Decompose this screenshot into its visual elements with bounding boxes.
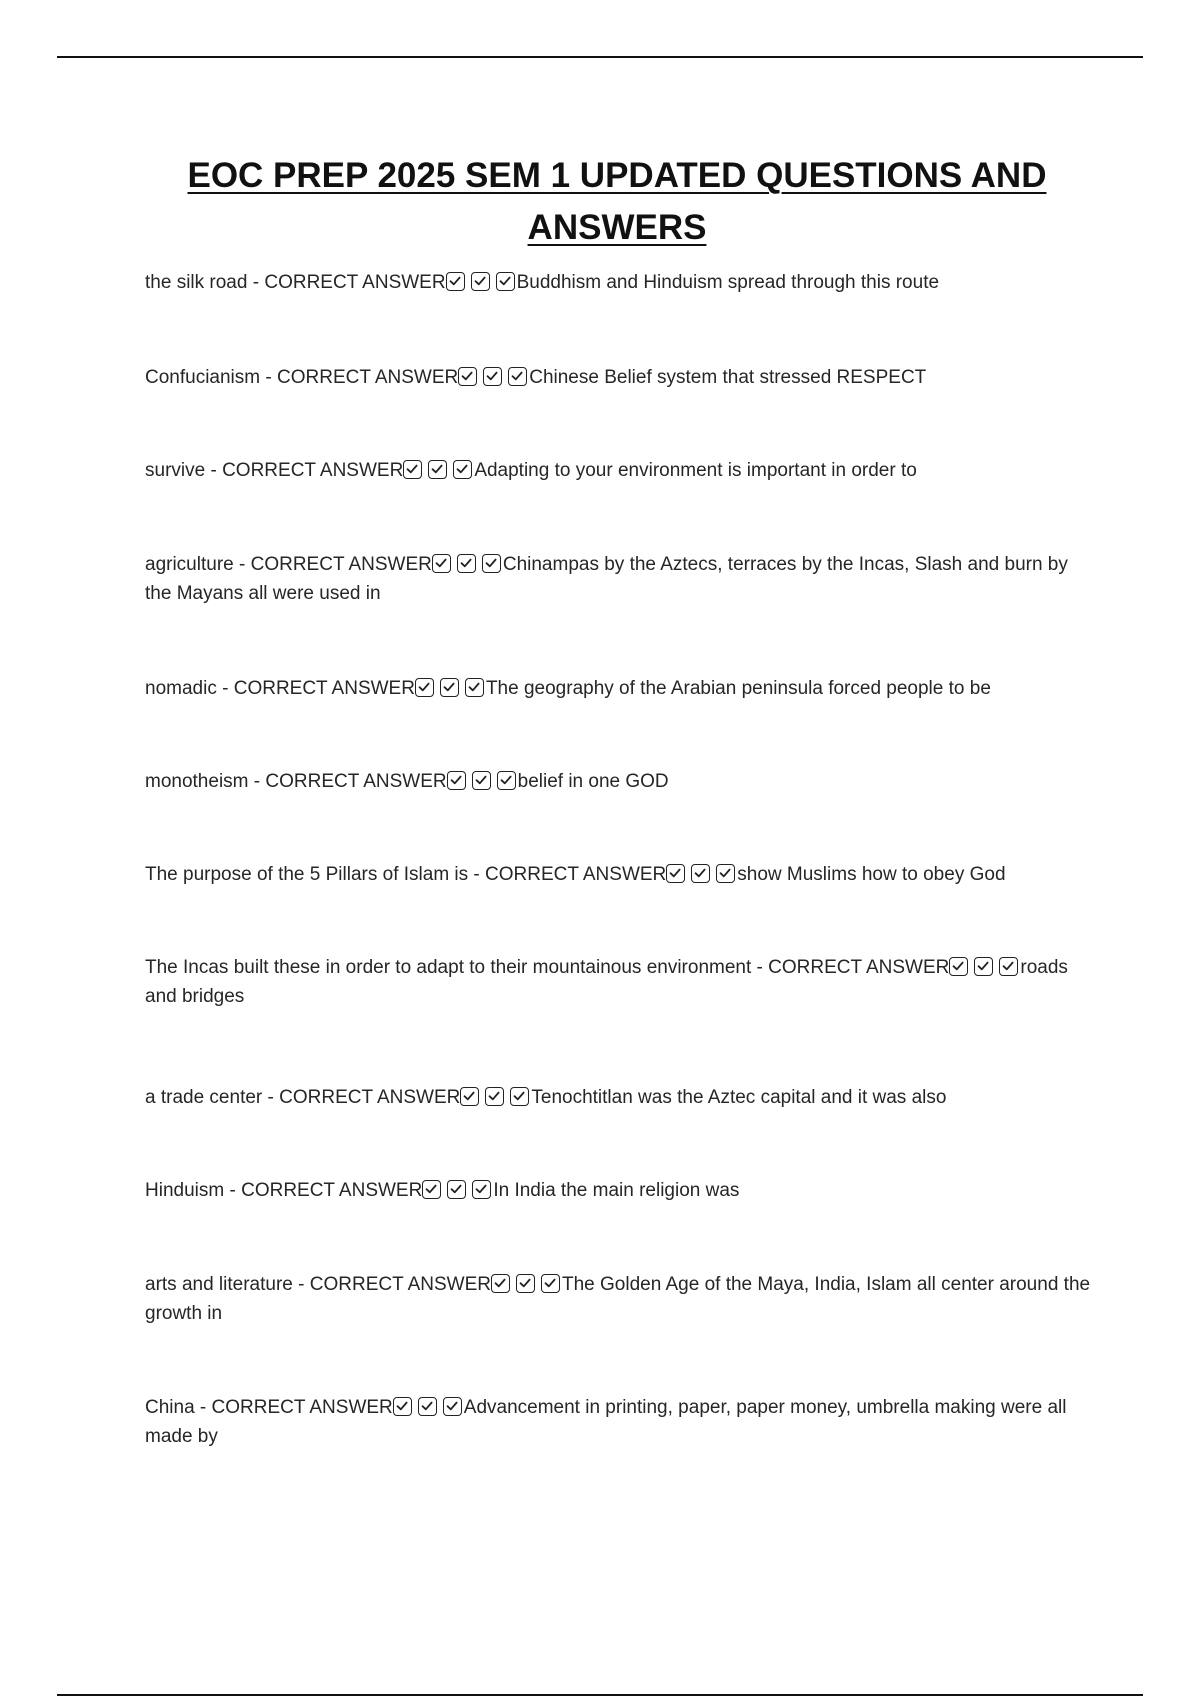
qa-item bbox=[145, 953, 1095, 1011]
checkbox-checked-icon bbox=[458, 367, 477, 386]
qa-answer-marker: CORRECT ANSWER bbox=[241, 1180, 423, 1201]
qa-definition: The geography of the Arabian peninsula forced people to be bbox=[485, 678, 991, 699]
check-group bbox=[666, 860, 737, 889]
checkbox-checked-icon bbox=[443, 1397, 462, 1416]
checkbox-checked-icon bbox=[510, 1087, 529, 1106]
qa-definition: roads and bridges bbox=[145, 957, 1068, 1007]
qa-separator: - bbox=[233, 554, 251, 575]
qa-term: survive bbox=[145, 460, 206, 481]
qa-answer-marker: CORRECT ANSWER bbox=[233, 678, 415, 699]
check-group bbox=[403, 456, 474, 485]
checkbox-checked-icon bbox=[691, 864, 710, 883]
checkbox-checked-icon bbox=[491, 1274, 510, 1293]
qa-term: The purpose of the 5 Pillars of Islam is bbox=[145, 864, 469, 885]
page-title: EOC PREP 2025 SEM 1 UPDATED QUESTIONS AND ANSWERS bbox=[187, 156, 1047, 247]
checkbox-checked-icon bbox=[497, 771, 516, 790]
qa-separator: - bbox=[216, 678, 234, 699]
check-group bbox=[432, 550, 503, 579]
qa-definition: Advancement in printing, paper, paper money, umbrella making were all made by bbox=[145, 1397, 1067, 1447]
qa-separator: - bbox=[751, 957, 769, 978]
qa-term: agriculture bbox=[145, 554, 234, 575]
check-group bbox=[460, 1083, 531, 1112]
qa-answer-marker: CORRECT ANSWER bbox=[309, 1274, 491, 1295]
qa-definition: Chinampas by the Aztecs, terraces by the Incas, Slash and burn by the Mayans all were used in bbox=[145, 554, 1068, 604]
check-group bbox=[393, 1393, 464, 1422]
checkbox-checked-icon bbox=[440, 678, 459, 697]
checkbox-checked-icon bbox=[403, 460, 422, 479]
bottom-rule bbox=[57, 1694, 1143, 1696]
checkbox-checked-icon bbox=[415, 678, 434, 697]
qa-answer-marker: CORRECT ANSWER bbox=[279, 1087, 461, 1108]
checkbox-checked-icon bbox=[472, 1180, 491, 1199]
checkbox-checked-icon bbox=[428, 460, 447, 479]
qa-separator: - bbox=[247, 272, 265, 293]
qa-separator: - bbox=[205, 460, 223, 481]
qa-answer-marker: CORRECT ANSWER bbox=[265, 771, 447, 792]
qa-item bbox=[145, 767, 1095, 796]
qa-answer-marker: CORRECT ANSWER bbox=[485, 864, 667, 885]
qa-definition: belief in one GOD bbox=[517, 771, 669, 792]
check-group bbox=[491, 1270, 562, 1299]
qa-definition: The Golden Age of the Maya, India, Islam all center around the growth in bbox=[145, 1274, 1091, 1324]
checkbox-checked-icon bbox=[949, 957, 968, 976]
qa-separator: - bbox=[468, 864, 486, 885]
qa-term: Hinduism bbox=[145, 1180, 225, 1201]
qa-item bbox=[145, 550, 1095, 608]
qa-item bbox=[145, 674, 1095, 703]
checkbox-checked-icon bbox=[496, 272, 515, 291]
qa-separator: - bbox=[260, 367, 277, 388]
qa-item bbox=[145, 268, 1095, 297]
checkbox-checked-icon bbox=[999, 957, 1018, 976]
checkbox-checked-icon bbox=[471, 272, 490, 291]
qa-separator: - bbox=[194, 1397, 212, 1418]
qa-separator: - bbox=[248, 771, 266, 792]
qa-item bbox=[145, 1393, 1095, 1451]
checkbox-checked-icon bbox=[716, 864, 735, 883]
check-group bbox=[447, 767, 518, 796]
checkbox-checked-icon bbox=[447, 771, 466, 790]
checkbox-checked-icon bbox=[393, 1397, 412, 1416]
qa-definition: show Muslims how to obey God bbox=[737, 864, 1006, 885]
checkbox-checked-icon bbox=[508, 367, 527, 386]
qa-separator: - bbox=[224, 1180, 242, 1201]
qa-definition: Buddhism and Hinduism spread through this route bbox=[516, 272, 940, 293]
checkbox-checked-icon bbox=[472, 771, 491, 790]
checkbox-checked-icon bbox=[432, 554, 451, 573]
qa-term: the silk road bbox=[145, 272, 248, 293]
checkbox-checked-icon bbox=[446, 272, 465, 291]
qa-definition: Adapting to your environment is important in order to bbox=[474, 460, 917, 481]
qa-item bbox=[145, 1083, 1095, 1112]
qa-answer-marker: CORRECT ANSWER bbox=[264, 272, 446, 293]
checkbox-checked-icon bbox=[482, 554, 501, 573]
qa-separator: - bbox=[292, 1274, 310, 1295]
checkbox-checked-icon bbox=[447, 1180, 466, 1199]
checkbox-checked-icon bbox=[516, 1274, 535, 1293]
checkbox-checked-icon bbox=[483, 367, 502, 386]
checkbox-checked-icon bbox=[457, 554, 476, 573]
qa-term: arts and literature bbox=[145, 1274, 293, 1295]
checkbox-checked-icon bbox=[418, 1397, 437, 1416]
check-group bbox=[422, 1176, 493, 1205]
qa-answer-marker: CORRECT ANSWER bbox=[211, 1397, 393, 1418]
qa-item bbox=[145, 456, 1095, 485]
checkbox-checked-icon bbox=[485, 1087, 504, 1106]
qa-answer-marker: CORRECT ANSWER bbox=[277, 367, 459, 388]
qa-term: a trade center bbox=[145, 1087, 263, 1108]
checkbox-checked-icon bbox=[974, 957, 993, 976]
checkbox-checked-icon bbox=[666, 864, 685, 883]
qa-definition: In India the main religion was bbox=[493, 1180, 740, 1201]
qa-term: Confucianism bbox=[145, 367, 261, 388]
qa-term: The Incas built these in order to adapt to their mountainous environment bbox=[145, 957, 752, 978]
qa-term: nomadic bbox=[145, 678, 217, 699]
qa-item bbox=[145, 860, 1095, 889]
qa-answer-marker: CORRECT ANSWER bbox=[250, 554, 432, 575]
qa-item bbox=[145, 1270, 1095, 1328]
checkbox-checked-icon bbox=[453, 460, 472, 479]
qa-answer-marker: CORRECT ANSWER bbox=[222, 460, 404, 481]
check-group bbox=[415, 674, 486, 703]
qa-definition: Chinese Belief system that stressed RESPECT bbox=[529, 367, 927, 388]
check-group bbox=[458, 363, 529, 392]
qa-definition: Tenochtitlan was the Aztec capital and it was also bbox=[531, 1087, 947, 1108]
qa-term: China bbox=[145, 1397, 195, 1418]
top-rule bbox=[57, 56, 1143, 58]
qa-answer-marker: CORRECT ANSWER bbox=[768, 957, 950, 978]
check-group bbox=[949, 953, 1020, 982]
checkbox-checked-icon bbox=[422, 1180, 441, 1199]
check-group bbox=[446, 268, 517, 297]
qa-item bbox=[145, 363, 1095, 392]
qa-term: monotheism bbox=[145, 771, 249, 792]
checkbox-checked-icon bbox=[541, 1274, 560, 1293]
qa-item bbox=[145, 1176, 1095, 1205]
checkbox-checked-icon bbox=[465, 678, 484, 697]
checkbox-checked-icon bbox=[460, 1087, 479, 1106]
qa-separator: - bbox=[262, 1087, 280, 1108]
